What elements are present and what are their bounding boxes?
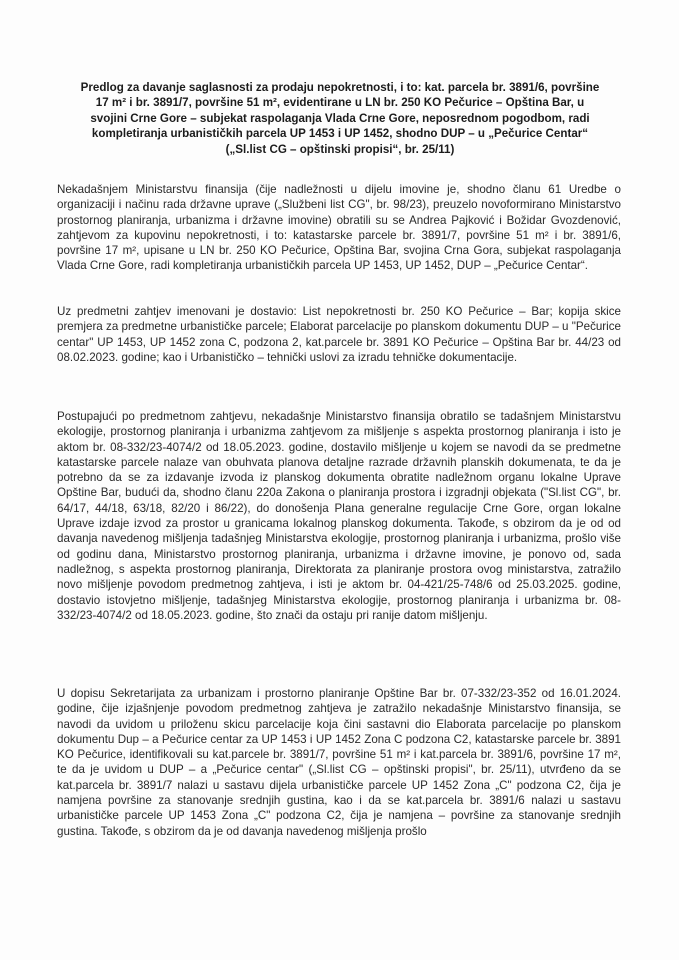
document-title: Predlog za davanje saglasnosti za prodaju nepokretnosti, i to: kat. parcela br. 3891/6, površine 17 m² i br. 3891/7, površine 51 m², evidentirane u LN br. 250 KO Pečurice – Opština Bar, u svojini Crne Gore – subjekat raspolaganja Vlada Crne Gore, neposrednom pogodbom, radi kompletiranja urbanističkih parcela UP 1453 i UP 1452, shodno DUP – u „Pečurice Centar“ („Sl.list CG – opštinski propisi“, br. 25/11) bbox=[80, 81, 600, 156]
paragraph-text: Uz predmetni zahtjev imenovani je dostavio: List nepokretnosti br. 250 KO Pečurice – Bar; kopija skice premjera za predmetne urbanističke parcele; Elaborat parcelacije po planskom dokumentu DUP – u "Pečurice centar" UP 1453, UP 1452 zona C, podzona 2, kat.parcele br. 3891 KO Pečurice – Opština Bar br. 44/23 od 08.02.2023. godine; kao i Urbanističko – tehnički uslovi za izradu tehničke dokumentacije. bbox=[57, 305, 621, 364]
paragraph-text: U dopisu Sekretarijata za urbanizam i prostorno planiranje Opštine Bar br. 07-332/23-352 od 16.01.2024. godine, čije izjašnjenje povodom predmetnog zahtjeva je zatražilo nekadašnje Ministarstvo finansija, se navodi da uvidom u priloženu skicu parcelacije koja čini sastavni dio Elaborata parcelacije po planskom dokumentu Dup – a Pečurice centar za UP 1453 i UP 1452 Zona C podzona C2, katastarske parcele br. 3891 KO Pečurice, identifikovali su kat.parcele br. 3891/7, površine 51 m² i kat.parcela br. 3891/6, površine 17 m², te da je uvidom u DUP – a „Pečurice centar" („Sl.list CG – opštinski propisi", br. 25/11), utvrđeno da se kat.parcela br. 3891/7 nalazi u sastavu dijela urbanističke parcele UP 1452 Zona „C" podzona C2, čija je namjena površine za stanovanje srednjih gustina, kao i da se kat.parcela br. 3891/6 nalazi u sastavu urbanističke parcele UP 1453 Zona „C" podzona C2, čija je namjena – površine za stanovanje srednjih gustina. Takođe, s obzirom da je od davanja navedenog mišljenja prošlo bbox=[57, 687, 621, 838]
paragraph-ministry-opinion bbox=[57, 409, 621, 623]
paragraph-secretariat-letter bbox=[57, 686, 621, 839]
paragraph-request bbox=[57, 182, 621, 274]
paragraph-text: Nekadašnjem Ministarstvu finansija (čije nadležnosti u dijelu imovine je, shodno članu 61 Uredbe o organizaciji i načinu rada državne uprave („Službeni list CG", br. 98/23), preuzelo novoformirano Ministarstvo prostornog planiranja, urbanizma i državne imovine) obratili su se Andrea Pajković i Božidar Gvozdenović, zahtjevom za kupovinu nepokretnosti, i to: katastarske parcele br. 3891/7, površine 51 m² i br. 3891/6, površine 17 m², upisane u LN br. 250 KO Pečurice, Opština Bar, svojina Crna Gora, subjekat raspolaganja Vlada Crne Gore, radi kompletiranja urbanističkih parcela UP 1453, UP 1452, DUP – „Pečurice Centar“. bbox=[57, 183, 621, 273]
paragraph-submitted-documents bbox=[57, 304, 621, 365]
paragraph-text: Postupajući po predmetnom zahtjevu, nekadašnje Ministarstvo finansija obratilo se tadašnjem Ministarstvu ekologije, prostornog planiranja i urbanizma zahtjevom za mišljenje s aspekta prostornog planiranja i isto je aktom br. 08-332/23-4074/2 od 18.05.2023. godine, dostavilo mišljenje u kojem se navodi da se predmetne katastarske parcele nalaze van obuhvata planova detaljne razrade državnih planskih dokumenata, te da je potrebno da se za izdavanje izvoda iz planskog dokumenta obratite nadležnom organu lokalne Uprave Opštine Bar, budući da, shodno članu 220a Zakona o planiranja prostora i izgradnji objekata ("Sl.list CG", br. 64/17, 44/18, 63/18, 82/20 i 86/22), do donošenja Plana generalne regulacije Crne Gore, organ lokalne Uprave izdaje izvod za prostor u granicama lokalnog planskog dokumenta. Takođe, s obzirom da je od od davanja navedenog mišljenja tadašnjeg Ministarstva ekologije, prostornog planiranja i urbanizma, prošlo više od godinu dana, Ministarstvo prostornog planiranja, urbanizma i državne imovine, je ponovo od, sada nadležnog, s aspekta prostornog planiranja, Direktorata za planiranje prostora ovog ministarstva, zatražilo novo mišljenje povodom predmetnog zahtjeva, i isti je aktom br. 04-421/25-748/6 od 25.03.2025. godine, dostavio istovjetno mišljenje, tadašnjeg Ministarstva ekologije, prostornog planiranja i urbanizma br. 08-332/23-4074/2 od 18.05.2023. godine, što znači da ostaju pri ranije datom mišljenju. bbox=[57, 410, 621, 622]
